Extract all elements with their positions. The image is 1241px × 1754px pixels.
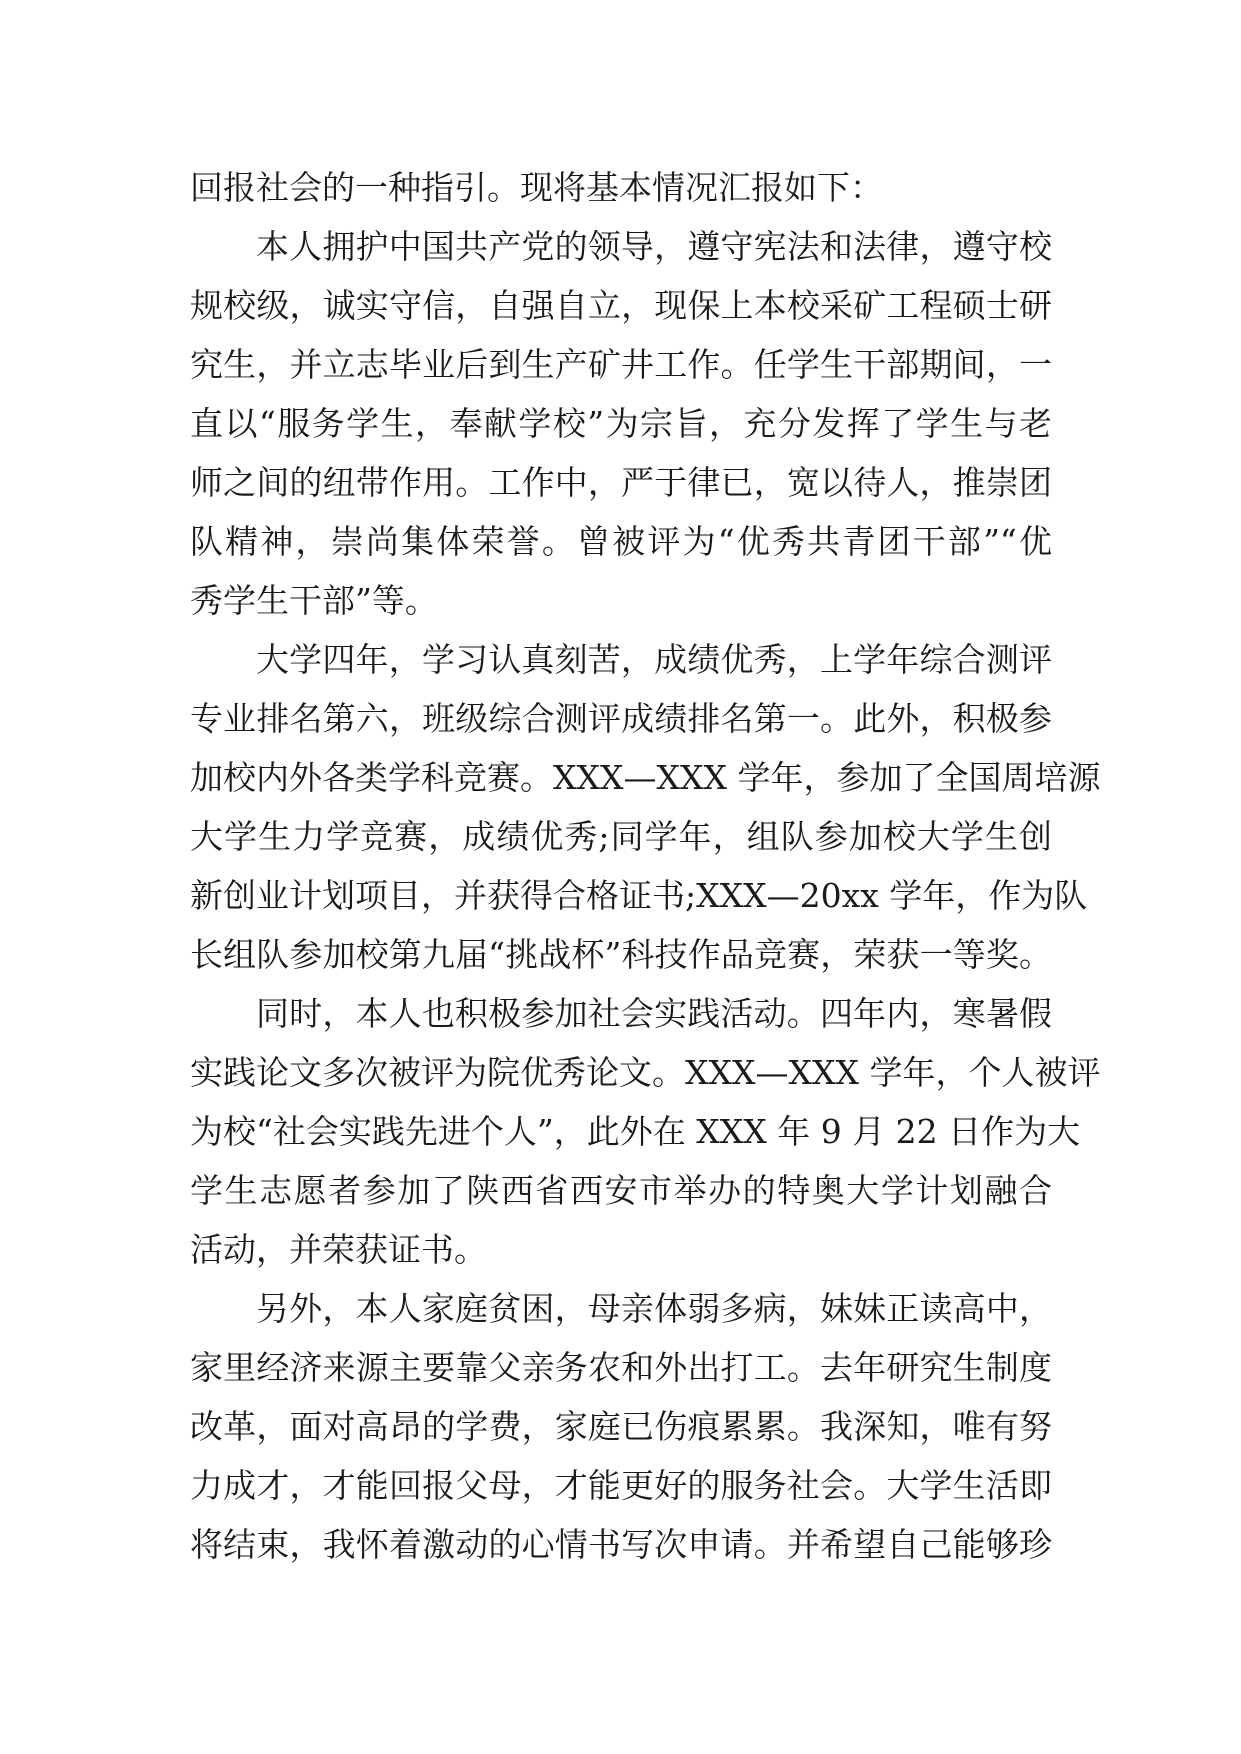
text-line: 家里经济来源主要靠父亲务农和外出打工。去年研究生制度 xyxy=(190,1348,1052,1387)
paragraph-2 xyxy=(190,217,1052,630)
paragraph-5 xyxy=(190,1279,1052,1574)
text-line: 加校内外各类学科竞赛。XXX—XXX 学年，参加了全国周培源 xyxy=(190,758,1101,797)
paragraph-1 xyxy=(190,158,1052,217)
text-line: 长组队参加校第九届“挑战杯”科技作品竞赛，荣获一等奖。 xyxy=(190,935,1052,974)
text-line: 队精神，崇尚集体荣誉。曾被评为“优秀共青团干部”“优 xyxy=(190,522,1052,561)
document-body xyxy=(190,158,1101,1574)
text-line: 活动，并荣获证书。 xyxy=(190,1230,487,1269)
text-line: 改革，面对高昂的学费，家庭已伤痕累累。我深知，唯有努 xyxy=(190,1407,1052,1446)
text-line: 究生，并立志毕业后到生产矿井工作。任学生干部期间，一 xyxy=(190,345,1052,384)
text-line: 另外，本人家庭贫困，母亲体弱多病，妹妹正读高中， xyxy=(256,1289,1052,1328)
text-line: 秀学生干部”等。 xyxy=(190,581,438,620)
text-line: 为校“社会实践先进个人”，此外在 XXX 年 9 月 22 日作为大 xyxy=(190,1112,1081,1151)
text-line: 新创业计划项目，并获得合格证书;XXX—20xx 学年，作为队 xyxy=(190,876,1088,915)
text-line: 大学四年，学习认真刻苦，成绩优秀，上学年综合测评 xyxy=(256,640,1052,679)
text-line: 大学生力学竞赛，成绩优秀;同学年，组队参加校大学生创 xyxy=(190,817,1052,856)
paragraph-4 xyxy=(190,984,1101,1279)
text-line: 本人拥护中国共产党的领导，遵守宪法和法律，遵守校 xyxy=(256,227,1052,266)
text-line: 师之间的纽带作用。工作中，严于律已，宽以待人，推崇团 xyxy=(190,463,1052,502)
text-line: 直以“服务学生，奉献学校”为宗旨，充分发挥了学生与老 xyxy=(190,404,1052,443)
text-line: 学生志愿者参加了陕西省西安市举办的特奥大学计划融合 xyxy=(190,1171,1052,1210)
text-line: 将结束，我怀着激动的心情书写次申请。并希望自己能够珍 xyxy=(190,1525,1052,1564)
text-line: 力成才，才能回报父母，才能更好的服务社会。大学生活即 xyxy=(190,1466,1052,1505)
text-line: 同时，本人也积极参加社会实践活动。四年内，寒暑假 xyxy=(256,994,1052,1033)
text-line: 回报社会的一种指引。现将基本情况汇报如下： xyxy=(190,168,883,207)
text-line: 专业排名第六，班级综合测评成绩排名第一。此外，积极参 xyxy=(190,699,1052,738)
paragraph-3 xyxy=(190,630,1101,984)
text-line: 实践论文多次被评为院优秀论文。XXX—XXX 学年，个人被评 xyxy=(190,1053,1101,1092)
text-line: 规校级，诚实守信，自强自立，现保上本校采矿工程硕士研 xyxy=(190,286,1052,325)
